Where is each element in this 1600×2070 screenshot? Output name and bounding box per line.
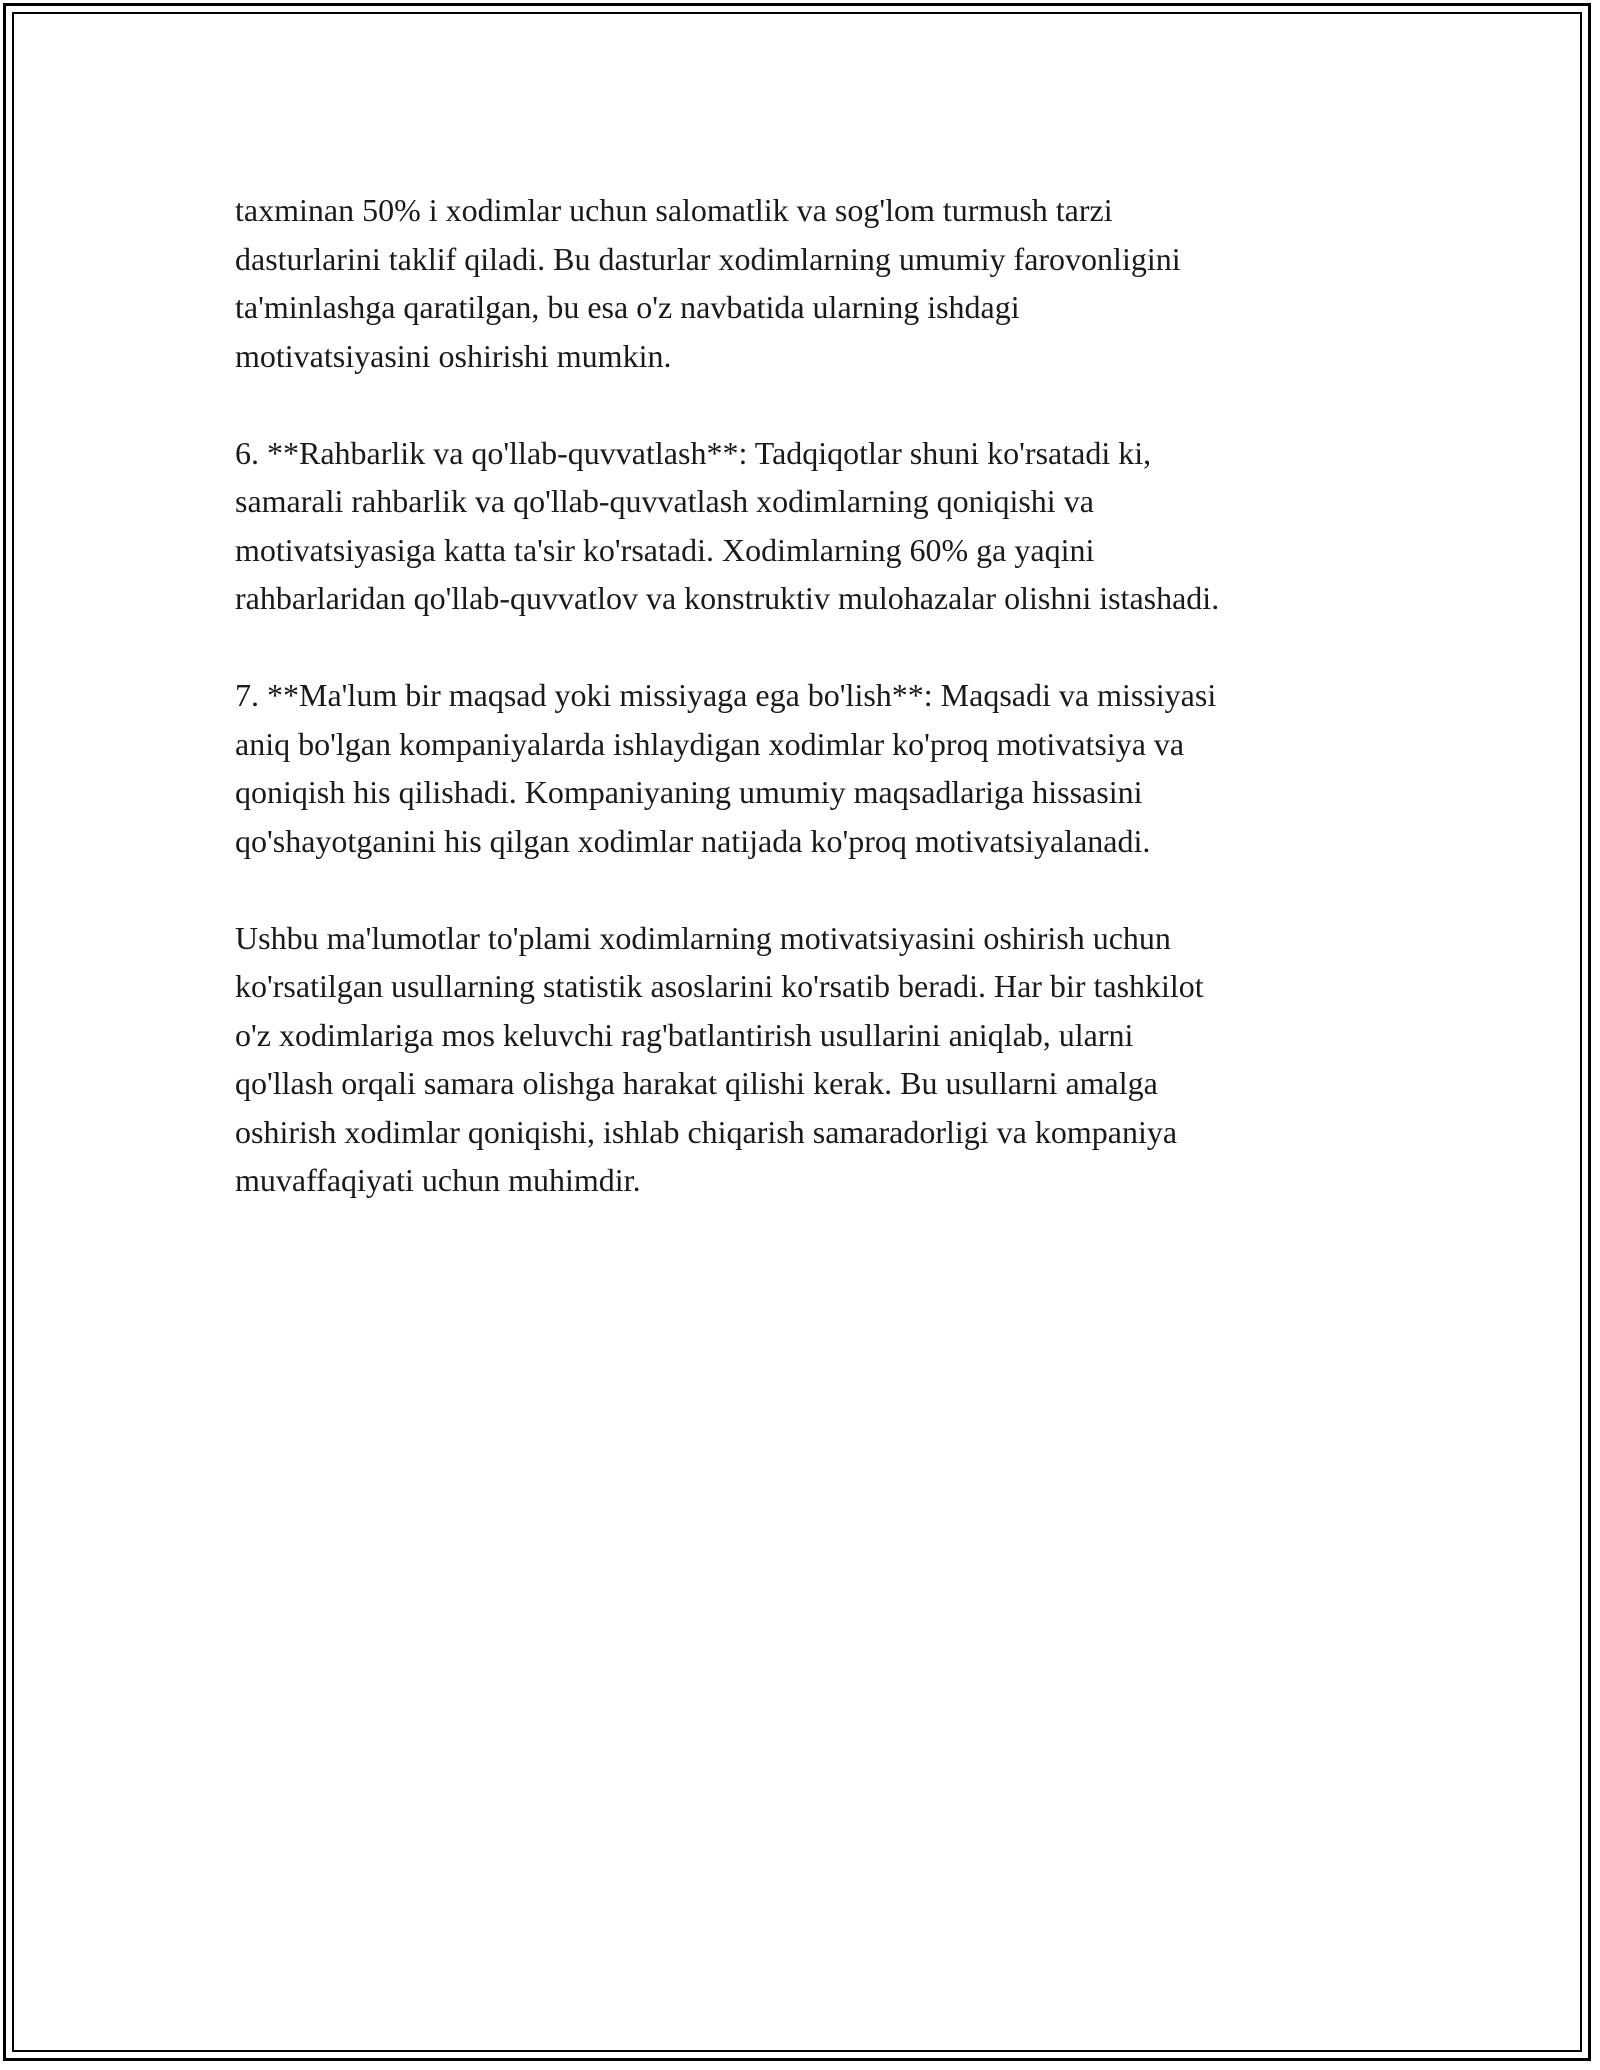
text-line: motivatsiyasini oshirishi mumkin.: [235, 337, 672, 374]
text-line: rahbarlaridan qo'llab-quvvatlov va konstruktiv mulohazalar olishni istashadi.: [235, 580, 1220, 616]
text-line: taxminan 50% i xodimlar uchun salomatlik va sog'lom turmush tarzi: [235, 192, 1113, 228]
text-line: qo'llash orqali samara olishga harakat qilishi kerak. Bu usullarni amalga: [235, 1065, 1158, 1101]
text-line: qoniqish his qilishadi. Kompaniyaning umumiy maqsadlariga hissasini: [235, 774, 1143, 810]
text-line: ta'minlashga qaratilgan, bu esa o'z navbatida ularning ishdagi: [235, 289, 1020, 325]
text-line: muvaffaqiyati uchun muhimdir.: [235, 1162, 641, 1198]
text-line: motivatsiyasiga katta ta'sir ko'rsatadi. Xodimlarning 60% ga yaqini: [235, 531, 1095, 568]
text-line: aniq bo'lgan kompaniyalarda ishlaydigan xodimlar ko'proq motivatsiya va: [235, 725, 1185, 762]
text-line: o'z xodimlariga mos keluvchi rag'batlantirish usullarini aniqlab, ularni: [235, 1016, 1134, 1053]
paragraph-conclusion: [235, 914, 1405, 1205]
text-line: 7. **Ma'lum bir maqsad yoki missiyaga ega bo'lish**: Maqsadi va missiyasi: [235, 677, 1217, 713]
paragraph-leadership: [235, 429, 1405, 623]
paragraph-mission: [235, 671, 1405, 865]
text-line: samarali rahbarlik va qo'llab-quvvatlash xodimlarning qoniqishi va: [235, 483, 1094, 519]
text-line: ko'rsatilgan usullarning statistik asoslarini ko'rsatib beradi. Har bir tashkilot: [235, 968, 1204, 1004]
text-line: dasturlarini taklif qiladi. Bu dasturlar xodimlarning umumiy farovonligini: [235, 240, 1181, 277]
text-line: 6. **Rahbarlik va qo'llab-quvvatlash**: Tadqiqotlar shuni ko'rsatadi ki,: [235, 434, 1152, 471]
text-line: qo'shayotganini his qilgan xodimlar natijada ko'proq motivatsiyalanadi.: [235, 822, 1151, 859]
text-line: Ushbu ma'lumotlar to'plami xodimlarning motivatsiyasini oshirish uchun: [235, 919, 1171, 956]
paragraph-wellness: [235, 186, 1405, 380]
document-body: [235, 186, 1405, 1253]
text-line: oshirish xodimlar qoniqishi, ishlab chiqarish samaradorligi va kompaniya: [235, 1113, 1178, 1150]
